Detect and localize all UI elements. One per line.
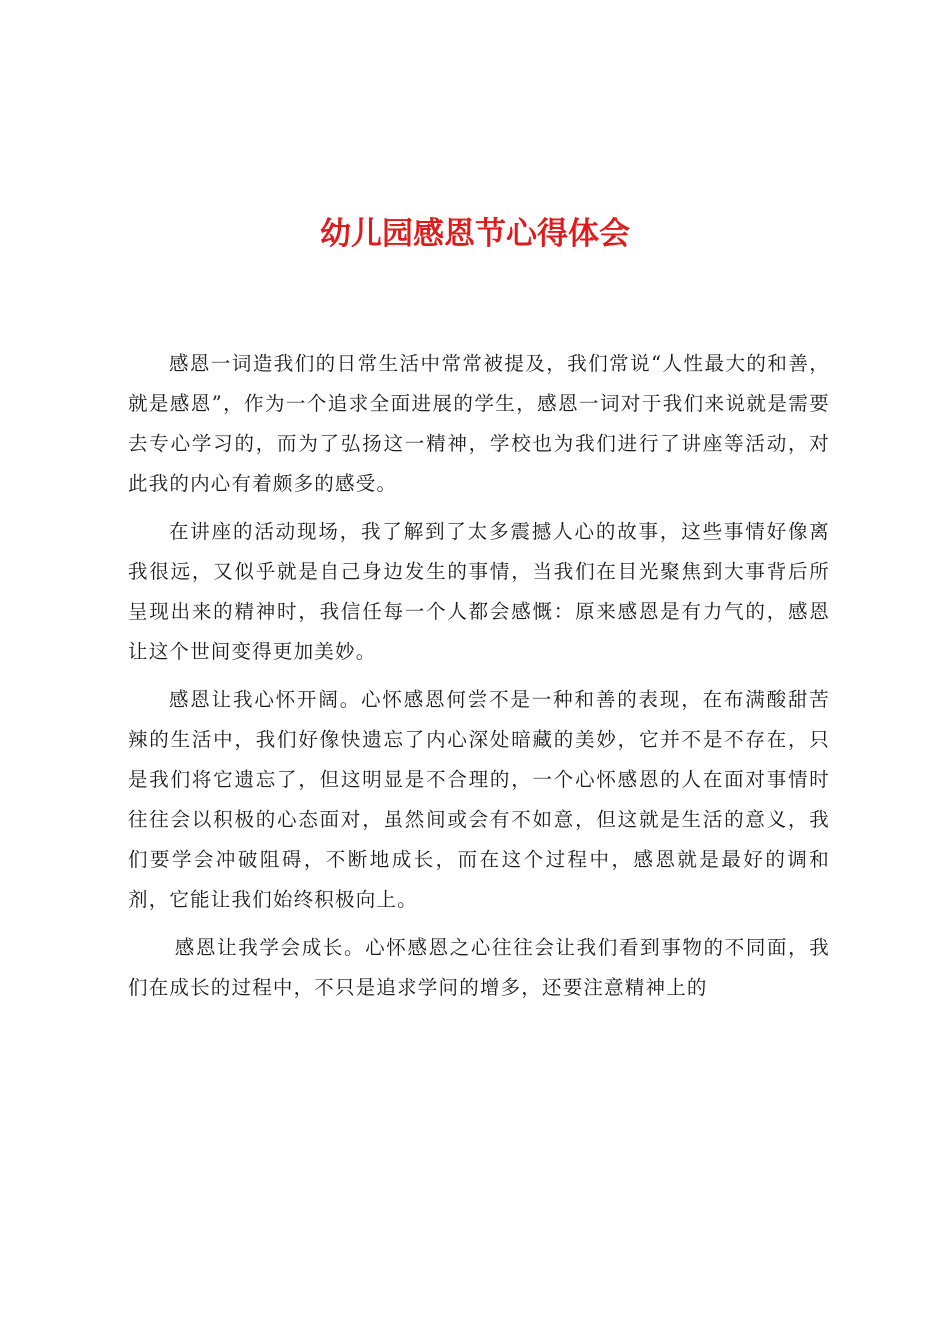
paragraph-4: 感恩让我学会成长。心怀感恩之心往往会让我们看到事物的不同面，我们在成长的过程中，不只是追求学问的增多，还要注意精神上的 [128,936,830,999]
paragraph-3: 感恩让我心怀开阔。心怀感恩何尝不是一种和善的表现，在布满酸甜苦辣的生活中，我们好像快遗忘了内心深处暗藏的美妙，它并不是不存在，只是我们将它遗忘了，但这明显是不合理的，一个心怀感恩的人在面对事情时往往会以积极的心态面对，虽然间或会有不如意，但这就是生活的意义，我们要学会冲破阻碍，不断地成长，而在这个过程中，感恩就是最好的调和剂，它能让我们始终积极向上。 [128,688,830,911]
paragraph-2: 在讲座的活动现场，我了解到了太多震撼人心的故事，这些事情好像离我很远，又似乎就是自己身边发生的事情，当我们在目光聚焦到大事背后所呈现出来的精神时，我信任每一个人都会感慨：原来感恩是有力气的，感恩让这个世间变得更加美妙。 [128,520,830,663]
document-title: 幼儿园感恩节心得体会 [320,216,630,252]
paragraph-1: 感恩一词造我们的日常生活中常常被提及，我们常说“人性最大的和善，就是感恩”，作为一个追求全面进展的学生，感恩一词对于我们来说就是需要去专心学习的，而为了弘扬这一精神，学校也为我们进行了讲座等活动，对此我的内心有着颇多的感受。 [128,352,830,495]
document-body [128,344,830,1016]
